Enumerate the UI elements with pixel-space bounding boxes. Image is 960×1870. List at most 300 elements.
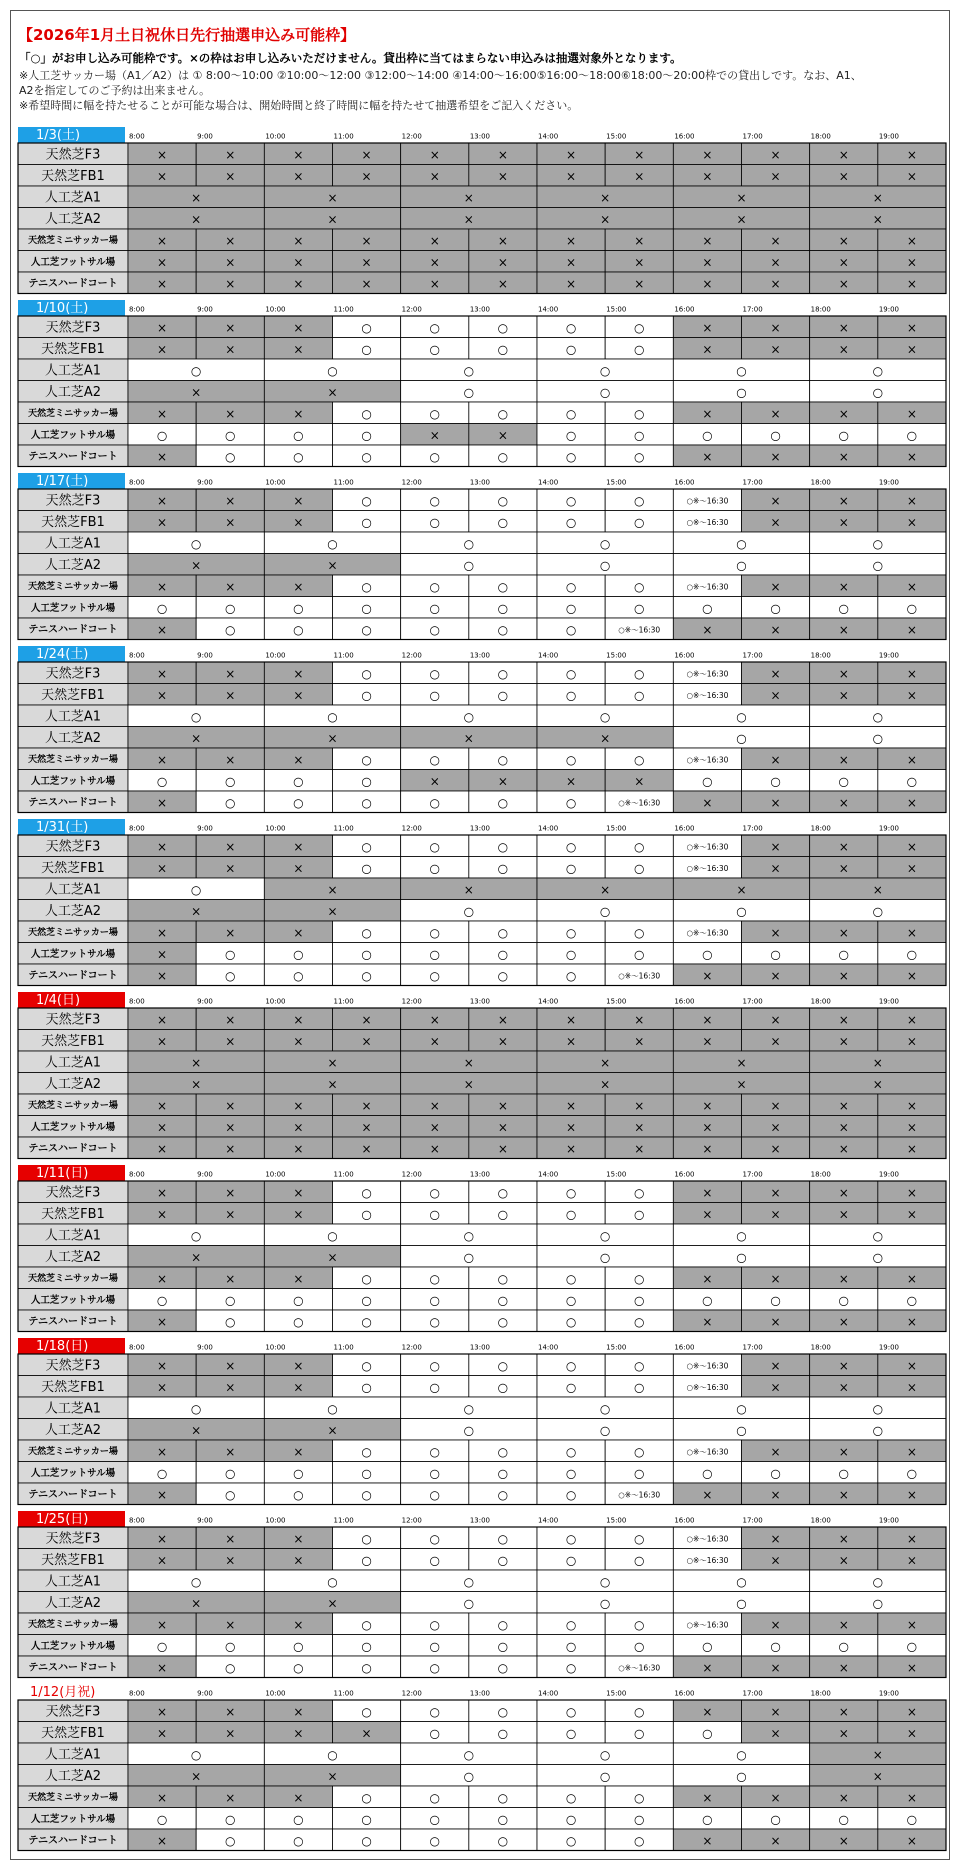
slot-mark: ○ [565,1380,577,1395]
time-label: 11:00 [333,305,354,314]
facility-label: 天然芝ミニサッカー場 [28,1792,118,1803]
slot-mark: × [702,147,713,162]
facility-label: テニスハードコート [28,970,118,982]
slot-mark: × [906,276,917,291]
slot-mark: ○ [429,1704,440,1719]
slot-mark: ○ [838,601,849,616]
slot-mark: × [770,1790,781,1805]
slot-mark: × [770,666,781,681]
slot-mark: × [191,904,202,919]
slot-mark: × [634,1120,645,1135]
facility-label: 人工芝フットサル場 [30,1294,116,1306]
slot-mark: × [906,320,917,335]
slot-mark: × [770,1487,781,1502]
slot-mark: ○ [361,1660,372,1675]
slot-mark: × [327,1250,338,1265]
slot-mark: ○※～16:30 [686,1447,729,1457]
slot-mark: × [702,406,713,421]
slot-mark: × [634,774,645,789]
time-label: 12:00 [401,651,422,660]
slot-mark: ○ [497,1380,509,1395]
slot-mark: ○ [634,1726,645,1741]
facility-label: テニスハードコート [28,451,118,463]
slot-mark: × [157,1790,168,1805]
slot-mark: ○ [293,1293,304,1308]
slot-mark: ○ [497,1833,509,1848]
slot-mark: × [327,1055,338,1070]
slot-mark: ○ [497,601,509,616]
slot-mark: ○ [736,558,747,573]
slot-mark: × [157,1358,168,1373]
slot-mark: ○ [293,1314,304,1329]
facility-label: 人工芝フットサル場 [30,1121,116,1133]
time-label: 11:00 [333,1343,354,1352]
time-label: 8:00 [129,1689,145,1698]
slot-mark: × [906,688,917,703]
slot-mark: ○ [429,1531,440,1546]
slot-mark: × [463,882,474,897]
facility-label: 人工芝A2 [44,1076,102,1092]
time-label: 12:00 [401,1343,422,1352]
slot-mark: ○ [634,493,645,508]
slot-mark: × [157,1553,168,1568]
slot-mark: ○ [872,1574,884,1589]
time-label: 19:00 [878,1516,900,1525]
slot-mark: × [906,1660,917,1675]
slot-mark: ○※～16:30 [686,928,729,938]
time-label: 14:00 [538,132,559,141]
slot-mark: ○ [736,709,747,724]
slot-mark: ○ [327,709,338,724]
time-label: 14:00 [538,651,559,660]
slot-mark: × [838,1444,849,1459]
slot-mark: ○ [429,1293,440,1308]
slot-mark: ○ [872,904,884,919]
slot-mark: × [497,1098,508,1113]
slot-mark: ○ [429,1833,440,1848]
slot-mark: ○ [634,1207,645,1222]
time-label: 11:00 [333,132,354,141]
time-label: 10:00 [265,478,286,487]
slot-mark: × [293,1141,304,1156]
slot-mark: ○ [565,1833,577,1848]
time-label: 13:00 [469,1170,491,1179]
slot-mark: ○ [634,1639,645,1654]
slot-mark: × [225,493,236,508]
slot-mark: ○ [497,925,509,940]
time-label: 13:00 [469,132,491,141]
slot-mark: ○ [634,1314,645,1329]
slot-mark: ○ [429,1812,440,1827]
slot-mark: ○ [599,385,611,400]
slot-mark: × [770,1120,781,1135]
slot-mark: ○ [565,1812,577,1827]
slot-mark: ○ [327,536,338,551]
time-label: 8:00 [129,1170,145,1179]
slot-mark: × [702,169,713,184]
facility-label: 天然芝FB1 [41,1379,105,1395]
slot-mark: × [157,1833,168,1848]
time-label: 11:00 [333,997,354,1006]
slot-mark: × [838,666,849,681]
slot-mark: × [906,147,917,162]
slot-mark: ○ [293,947,304,962]
slot-mark: × [906,1012,917,1027]
slot-mark: × [770,1380,781,1395]
slot-mark: ○ [497,1660,509,1675]
facility-label: テニスハードコート [28,278,118,290]
slot-mark: × [906,1120,917,1135]
slot-mark: × [770,1034,781,1049]
time-label: 11:00 [333,824,354,833]
slot-mark: ○ [497,493,509,508]
slot-mark: ○ [906,1812,918,1827]
slot-mark: × [702,1271,713,1286]
slot-mark: ○ [634,1617,645,1632]
facility-label: 天然芝FB1 [41,1033,105,1049]
slot-mark: × [736,1055,747,1070]
facility-label: 人工芝A2 [44,903,102,919]
slot-mark: × [872,1747,883,1762]
slot-mark: ○ [429,1487,440,1502]
time-label: 12:00 [401,305,422,314]
slot-mark: × [838,169,849,184]
slot-mark: ○ [429,1660,440,1675]
slot-mark: × [770,925,781,940]
facility-label: 人工芝フットサル場 [30,256,116,268]
slot-mark: × [225,1185,236,1200]
time-label: 14:00 [538,478,559,487]
slot-mark: × [838,839,849,854]
slot-mark: ○ [599,904,611,919]
slot-mark: × [906,169,917,184]
slot-mark: ○ [599,536,611,551]
slot-mark: × [293,925,304,940]
day-label: 1/25(日) [36,1512,89,1527]
slot-mark: × [429,774,440,789]
slot-mark: ○ [770,1639,781,1654]
slot-mark: ○ [565,1487,577,1502]
slot-mark: ○ [736,1596,747,1611]
slot-mark: × [293,1704,304,1719]
facility-label: テニスハードコート [28,1835,118,1847]
slot-mark: ○ [225,622,236,637]
slot-mark: ○ [361,1314,372,1329]
slot-mark: ○ [599,558,611,573]
slot-mark: × [770,752,781,767]
slot-mark: × [157,1444,168,1459]
slot-mark: × [293,1185,304,1200]
slot-mark: × [838,1487,849,1502]
facility-label: 天然芝F3 [45,1185,101,1201]
slot-mark: × [293,1207,304,1222]
slot-mark: × [157,666,168,681]
slot-mark: × [838,1120,849,1135]
day-label: 1/3(土) [36,128,81,143]
slot-mark: ○ [293,1660,304,1675]
slot-mark: × [906,255,917,270]
slot-mark: ○ [599,1423,611,1438]
slot-mark: ○ [634,601,645,616]
facility-label: 天然芝FB1 [41,687,105,703]
slot-mark: × [566,1120,577,1135]
slot-mark: ○ [429,1185,440,1200]
time-label: 18:00 [810,1689,831,1698]
slot-mark: × [361,1726,372,1741]
time-label: 19:00 [878,305,900,314]
slot-mark: × [191,190,202,205]
slot-mark: ○ [565,1314,577,1329]
slot-mark: × [600,1055,611,1070]
slot-mark: ○ [565,1531,577,1546]
slot-mark: ○ [838,947,849,962]
slot-mark: ○ [872,731,884,746]
time-label: 10:00 [265,1170,286,1179]
slot-mark: × [702,1034,713,1049]
slot-mark: ○ [361,579,372,594]
slot-mark: × [906,1271,917,1286]
slot-mark: ○ [293,1639,304,1654]
slot-mark: ○ [906,774,918,789]
slot-mark: × [157,515,168,530]
slot-mark: × [157,1704,168,1719]
slot-mark: × [838,1358,849,1373]
time-label: 10:00 [265,305,286,314]
slot-mark: × [361,1141,372,1156]
day-label: 1/31(土) [36,820,89,835]
slot-mark: ○ [429,493,440,508]
slot-mark: ○ [429,839,440,854]
slot-mark: ○ [736,1747,747,1762]
time-label: 18:00 [810,478,831,487]
slot-mark: ○ [429,1358,440,1373]
slot-mark: ○ [634,861,645,876]
slot-mark: × [634,255,645,270]
slot-mark: ○ [429,861,440,876]
slot-mark: × [770,1271,781,1286]
time-label: 12:00 [401,1516,422,1525]
slot-mark: ○ [770,774,781,789]
slot-mark: ○ [838,1639,849,1654]
slot-mark: × [191,1055,202,1070]
slot-mark: × [293,579,304,594]
time-label: 19:00 [878,132,900,141]
slot-mark: × [770,968,781,983]
slot-mark: ○ [872,558,884,573]
slot-mark: ○ [770,947,781,962]
slot-mark: × [838,861,849,876]
slot-mark: ○ [565,1185,577,1200]
slot-mark: ○ [361,1466,372,1481]
slot-mark: × [361,276,372,291]
time-label: 8:00 [129,824,145,833]
slot-mark: ○ [770,428,781,443]
slot-mark: ○※～16:30 [686,842,729,852]
time-label: 16:00 [674,1343,695,1352]
time-label: 17:00 [742,997,763,1006]
slot-mark: ○ [702,428,713,443]
facility-label: 天然芝ミニサッカー場 [28,1273,118,1284]
day-label: 1/10(土) [36,301,89,316]
slot-mark: ○ [565,1660,577,1675]
slot-mark: × [293,1271,304,1286]
slot-mark: ○ [838,774,849,789]
slot-mark: ○※～16:30 [618,1490,661,1500]
facility-label: 人工芝A1 [44,536,102,552]
slot-mark: × [838,1141,849,1156]
slot-mark: ○ [361,1207,372,1222]
slot-mark: × [293,1012,304,1027]
facility-label: 天然芝F3 [45,1704,101,1720]
facility-label: 人工芝A1 [44,882,102,898]
slot-mark: × [191,1077,202,1092]
slot-mark: ○ [599,1574,611,1589]
day-label: 1/18(日) [36,1339,89,1354]
facility-label: 人工芝A1 [44,1228,102,1244]
facility-label: 人工芝フットサル場 [30,1467,116,1479]
facility-label: 人工芝A2 [44,730,102,746]
slot-mark: × [906,1726,917,1741]
slot-mark: ○ [293,968,304,983]
slot-mark: × [157,1660,168,1675]
time-label: 19:00 [878,1170,900,1179]
slot-mark: ○ [429,688,440,703]
facility-label: 天然芝ミニサッカー場 [28,408,118,419]
time-label: 15:00 [606,824,627,833]
slot-mark: × [225,1553,236,1568]
slot-mark: × [702,1704,713,1719]
slot-mark: × [225,1141,236,1156]
slot-mark: × [770,795,781,810]
slot-mark: ○ [634,1358,645,1373]
slot-mark: × [838,1098,849,1113]
slot-mark: ○ [736,363,747,378]
slot-mark: ○ [463,1401,475,1416]
slot-mark: ○ [770,601,781,616]
slot-mark: × [429,428,440,443]
slot-mark: × [634,147,645,162]
slot-mark: × [770,1012,781,1027]
facility-label: 天然芝ミニサッカー場 [28,1619,118,1630]
slot-mark: × [702,1120,713,1135]
facility-label: テニスハードコート [28,624,118,636]
slot-mark: ○ [599,1747,611,1762]
slot-mark: × [838,1660,849,1675]
slot-mark: ○ [565,1293,577,1308]
slot-mark: ○ [736,1250,747,1265]
slot-mark: ○ [225,449,236,464]
slot-mark: × [838,795,849,810]
slot-mark: × [702,233,713,248]
slot-mark: × [293,255,304,270]
slot-mark: × [566,1098,577,1113]
slot-mark: ○ [293,449,304,464]
slot-mark: × [770,839,781,854]
slot-mark: × [770,1358,781,1373]
slot-mark: ○ [429,947,440,962]
slot-mark: ○ [429,622,440,637]
time-label: 13:00 [469,305,491,314]
slot-mark: × [838,1704,849,1719]
slot-mark: × [327,1423,338,1438]
slot-mark: × [702,342,713,357]
slot-mark: ○ [361,947,372,962]
slot-mark: × [293,515,304,530]
slot-mark: × [429,1034,440,1049]
facility-label: 人工芝A2 [44,1249,102,1265]
time-label: 9:00 [197,1516,213,1525]
slot-mark: × [361,169,372,184]
slot-mark: × [838,1790,849,1805]
slot-mark: ○ [565,1444,577,1459]
slot-mark: × [838,968,849,983]
slot-mark: ○ [906,428,918,443]
slot-mark: × [702,1660,713,1675]
slot-mark: × [191,1250,202,1265]
slot-mark: × [770,515,781,530]
slot-mark: × [736,190,747,205]
slot-mark: ○ [361,861,372,876]
time-label: 18:00 [810,1170,831,1179]
slot-mark: × [838,1034,849,1049]
slot-mark: × [770,342,781,357]
slot-mark: ○ [225,1487,236,1502]
slot-mark: × [191,1423,202,1438]
slot-mark: ○ [565,601,577,616]
slot-mark: × [566,1012,577,1027]
slot-mark: ○ [293,601,304,616]
time-label: 13:00 [469,1343,491,1352]
slot-mark: ○ [565,1726,577,1741]
slot-mark: × [361,255,372,270]
slot-mark: × [906,1833,917,1848]
slot-mark: ○ [736,1423,747,1438]
slot-mark: × [906,1034,917,1049]
slot-mark: × [770,320,781,335]
slot-mark: ○ [293,428,304,443]
slot-mark: × [906,1444,917,1459]
slot-mark: × [429,276,440,291]
slot-mark: ○ [565,449,577,464]
slot-mark: ○ [634,1466,645,1481]
slot-mark: × [225,255,236,270]
slot-mark: × [157,449,168,464]
slot-mark: ○ [190,536,202,551]
slot-mark: × [838,752,849,767]
slot-mark: × [157,947,168,962]
slot-mark: ○ [599,1401,611,1416]
time-label: 17:00 [742,1343,763,1352]
slot-mark: × [293,320,304,335]
slot-mark: × [770,861,781,876]
time-label: 8:00 [129,478,145,487]
time-label: 9:00 [197,651,213,660]
slot-mark: ○ [293,1812,304,1827]
slot-mark: ○ [429,1639,440,1654]
time-label: 9:00 [197,824,213,833]
slot-mark: × [497,1012,508,1027]
slot-mark: × [327,1596,338,1611]
slot-mark: × [293,1120,304,1135]
slot-mark: ○ [429,1207,440,1222]
slot-mark: × [463,212,474,227]
note-time-range: ※希望時間に幅を持たせることが可能な場合は、開始時間と終了時間に幅を持たせて抽選希望をご記入ください。 [19,99,579,112]
time-label: 16:00 [674,651,695,660]
slot-mark: × [702,449,713,464]
slot-mark: × [327,731,338,746]
slot-mark: × [463,1077,474,1092]
time-label: 9:00 [197,132,213,141]
